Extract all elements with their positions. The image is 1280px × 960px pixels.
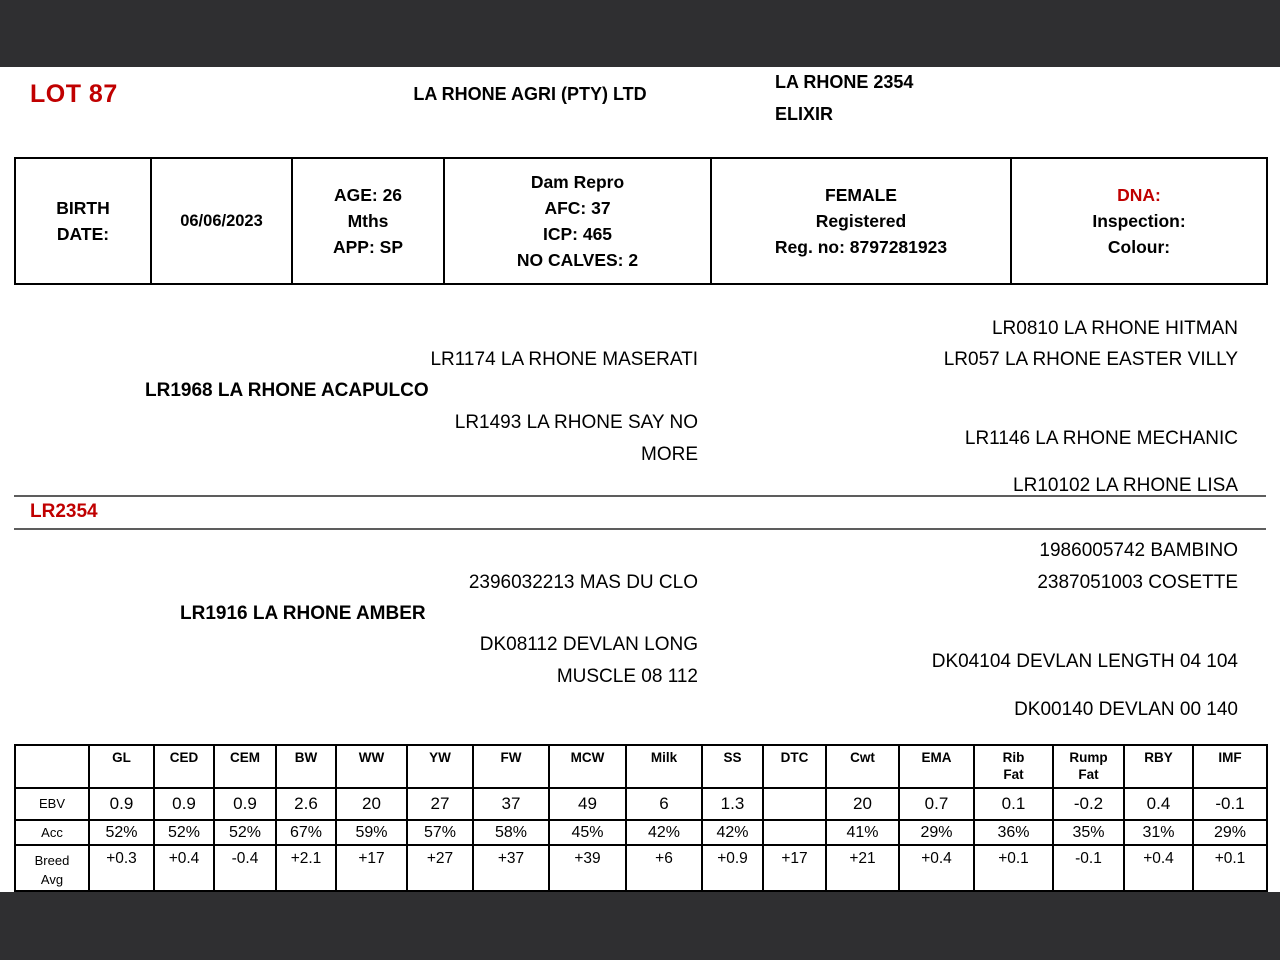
stat-value-cell: +0.1 xyxy=(974,845,1053,891)
animal-title xyxy=(775,66,913,130)
stat-value-cell: +0.3 xyxy=(89,845,154,891)
lot-number: LOT 87 xyxy=(30,80,118,108)
stat-header-ema: EMA xyxy=(899,745,974,788)
colour-label: Colour: xyxy=(1107,237,1171,257)
stat-row-breed-avg xyxy=(15,845,1267,891)
stat-value-cell: 0.4 xyxy=(1124,788,1193,820)
stat-header-rib-fat: Rib Fat xyxy=(974,745,1053,788)
stat-header-mcw: MCW xyxy=(549,745,626,788)
stat-value-cell: 0.9 xyxy=(214,788,276,820)
stat-value-cell: 45% xyxy=(549,820,626,845)
stat-value-cell: 35% xyxy=(1053,820,1124,845)
stat-header-cem: CEM xyxy=(214,745,276,788)
stat-header-ww: WW xyxy=(336,745,407,788)
stat-header-ss: SS xyxy=(702,745,763,788)
stat-row-label: EBV xyxy=(15,788,89,820)
pedigree-sire-sire: LR1174 LA RHONE MASERATI xyxy=(430,349,698,370)
stat-header-cwt: Cwt xyxy=(826,745,899,788)
stat-value-cell: 52% xyxy=(214,820,276,845)
stat-value-cell: 0.9 xyxy=(89,788,154,820)
stat-header-gl: GL xyxy=(89,745,154,788)
company-title: LA RHONE AGRI (PTY) LTD xyxy=(413,84,647,104)
stat-header-bw: BW xyxy=(276,745,336,788)
stat-value-cell: 52% xyxy=(89,820,154,845)
birth-date-label-cell xyxy=(15,158,151,284)
stat-row-acc xyxy=(15,820,1267,845)
animal-title-line1: LA RHONE 2354 xyxy=(775,72,914,92)
reg-no-line: Reg. no: 8797281923 xyxy=(774,237,948,257)
stat-header-fw: FW xyxy=(473,745,549,788)
stat-value-cell: 6 xyxy=(626,788,702,820)
stat-value-cell: +0.4 xyxy=(154,845,214,891)
stat-value-cell: +17 xyxy=(336,845,407,891)
ebv-table xyxy=(14,744,1268,892)
animal-info-table xyxy=(14,157,1268,285)
pedigree-sire-dam-dam: LR10102 LA RHONE LISA xyxy=(1013,475,1238,496)
dam-repro-cell xyxy=(444,158,711,284)
dna-label: DNA: xyxy=(1117,185,1161,205)
stat-value-cell: 2.6 xyxy=(276,788,336,820)
subject-id: LR2354 xyxy=(30,501,98,522)
stat-value-cell: +6 xyxy=(626,845,702,891)
pedigree-dam-dam-sire: DK04104 DEVLAN LENGTH 04 104 xyxy=(931,651,1238,672)
stat-value-cell: +39 xyxy=(549,845,626,891)
stat-value-cell: 0.1 xyxy=(974,788,1053,820)
no-calves-line: NO CALVES: 2 xyxy=(516,250,639,270)
stat-value-cell: 29% xyxy=(899,820,974,845)
top-banner-bar xyxy=(0,0,1280,67)
icp-line: ICP: 465 xyxy=(542,224,613,244)
birth-label-line1: BIRTH xyxy=(56,198,110,218)
stat-value-cell: +0.9 xyxy=(702,845,763,891)
stat-value-cell: 0.9 xyxy=(154,788,214,820)
pedigree-dam-sire: 2396032213 MAS DU CLO xyxy=(468,572,698,593)
pedigree-dam-dam-dam: DK00140 DEVLAN 00 140 xyxy=(1014,699,1238,720)
bottom-banner-bar xyxy=(0,892,1280,960)
stat-value-cell: +0.4 xyxy=(1124,845,1193,891)
stat-value-cell: 52% xyxy=(154,820,214,845)
stat-header-milk: Milk xyxy=(626,745,702,788)
dna-inspection-cell xyxy=(1011,158,1267,284)
stat-header-rump-fat: Rump Fat xyxy=(1053,745,1124,788)
stat-header-imf: IMF xyxy=(1193,745,1267,788)
registered-line: Registered xyxy=(815,211,907,231)
pedigree-sire-sire-dam: LR057 LA RHONE EASTER VILLY xyxy=(943,349,1238,370)
pedigree-sire-dam-sire: LR1146 LA RHONE MECHANIC xyxy=(964,428,1238,449)
stat-value-cell: 29% xyxy=(1193,820,1267,845)
stat-header-dtc: DTC xyxy=(763,745,826,788)
stat-value-cell: +27 xyxy=(407,845,473,891)
stat-header-yw: YW xyxy=(407,745,473,788)
stat-header-ced: CED xyxy=(154,745,214,788)
stat-value-cell: +2.1 xyxy=(276,845,336,891)
birth-label-line2: DATE: xyxy=(56,224,110,244)
stat-value-cell: +0.4 xyxy=(899,845,974,891)
stat-value-cell: 0.7 xyxy=(899,788,974,820)
pedigree-divider-bottom xyxy=(14,528,1266,530)
stat-value-cell: 59% xyxy=(336,820,407,845)
stat-header-rby: RBY xyxy=(1124,745,1193,788)
stat-value-cell: 67% xyxy=(276,820,336,845)
stat-value-cell: +17 xyxy=(763,845,826,891)
stat-row-label: Breed Avg xyxy=(15,845,89,891)
stat-value-cell xyxy=(763,788,826,820)
stat-value-cell: 41% xyxy=(826,820,899,845)
app-line: APP: SP xyxy=(332,237,404,257)
stat-value-cell: 49 xyxy=(549,788,626,820)
stat-value-cell: +37 xyxy=(473,845,549,891)
stat-value-cell: 42% xyxy=(626,820,702,845)
stat-value-cell: 36% xyxy=(974,820,1053,845)
stat-value-cell xyxy=(763,820,826,845)
pedigree-sire-dam: LR1493 LA RHONE SAY NO MORE xyxy=(454,412,698,465)
stat-value-cell: 27 xyxy=(407,788,473,820)
stat-value-cell: 58% xyxy=(473,820,549,845)
stat-value-cell: -0.1 xyxy=(1193,788,1267,820)
pedigree-sire: LR1968 LA RHONE ACAPULCO xyxy=(145,380,429,401)
pedigree-dam-dam: DK08112 DEVLAN LONG MUSCLE 08 112 xyxy=(479,634,698,687)
age-line2: Mths xyxy=(347,211,389,231)
stat-value-cell: 37 xyxy=(473,788,549,820)
stat-value-cell: 1.3 xyxy=(702,788,763,820)
stat-row-ebv xyxy=(15,788,1267,820)
stat-value-cell: 42% xyxy=(702,820,763,845)
birth-date-value-cell: 06/06/2023 xyxy=(151,158,292,284)
stat-value-cell: +0.1 xyxy=(1193,845,1267,891)
pedigree-dam-sire-dam: 2387051003 COSETTE xyxy=(1037,572,1238,593)
stat-value-cell: -0.1 xyxy=(1053,845,1124,891)
stat-value-cell: 57% xyxy=(407,820,473,845)
afc-line: AFC: 37 xyxy=(544,198,611,218)
pedigree-dam: LR1916 LA RHONE AMBER xyxy=(180,603,426,624)
pedigree-dam-sire-sire: 1986005742 BAMBINO xyxy=(1039,540,1238,561)
stat-value-cell: 31% xyxy=(1124,820,1193,845)
sex-registration-cell xyxy=(711,158,1011,284)
dam-repro-title: Dam Repro xyxy=(530,172,625,192)
pedigree-sire-sire-sire: LR0810 LA RHONE HITMAN xyxy=(991,318,1238,339)
stat-value-cell: +21 xyxy=(826,845,899,891)
age-line1: AGE: 26 xyxy=(333,185,403,205)
pedigree-divider-top xyxy=(14,495,1266,497)
animal-title-line2: ELIXIR xyxy=(775,104,834,124)
stat-value-cell: 20 xyxy=(826,788,899,820)
stat-value-cell: 20 xyxy=(336,788,407,820)
stat-value-cell: -0.4 xyxy=(214,845,276,891)
stat-row-label: Acc xyxy=(15,820,89,845)
stat-corner-cell xyxy=(15,745,89,788)
inspection-label: Inspection: xyxy=(1092,211,1186,231)
age-cell xyxy=(292,158,444,284)
stat-value-cell: -0.2 xyxy=(1053,788,1124,820)
sex-line: FEMALE xyxy=(825,185,897,205)
